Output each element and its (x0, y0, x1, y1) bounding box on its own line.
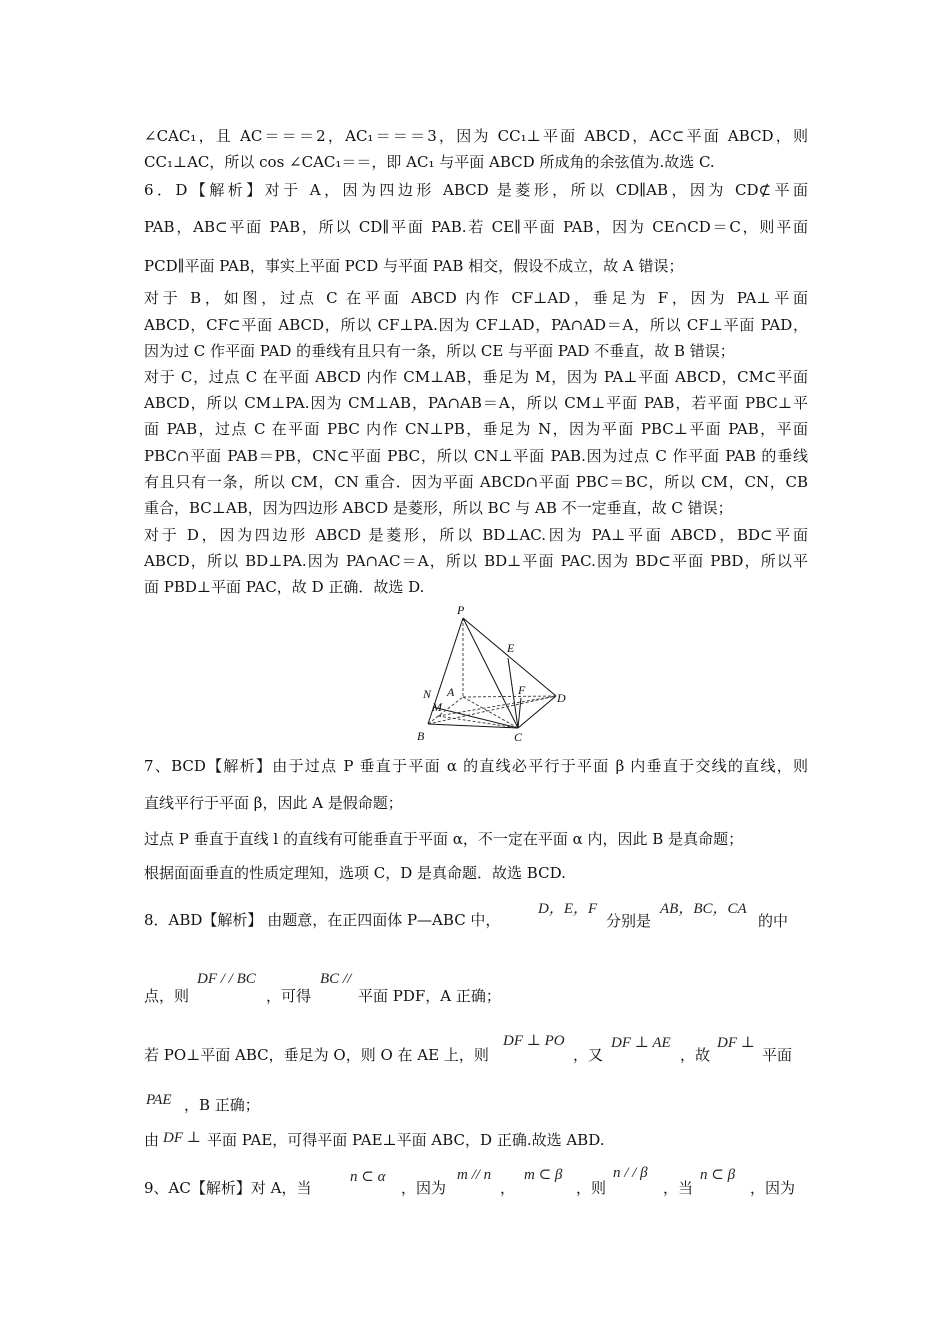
text-line: PBC∩平面 PAB＝PB，CN⊂平面 PBC，所以 CN⊥平面 PAB.因为过点 C 作平面 PAB 的垂线 (144, 447, 808, 465)
text-line: ABCD，所以 CM⊥PA.因为 CM⊥AB，PA∩AB＝A，所以 CM⊥平面 PAB，若平面 PBC⊥平 (144, 394, 808, 412)
text-line: 根据面面垂直的性质定理知，选项 C，D 是真命题．故选 BCD. (144, 864, 566, 882)
text-line: 的中 (758, 912, 789, 930)
text-line: 点，则 (144, 987, 190, 1005)
text-line: CC₁⊥AC，所以 cos ∠CAC₁＝＝，即 AC₁ 与平面 ABCD 所成角的余弦值为.故选 C. (144, 153, 715, 171)
text-line: PAB，AB⊂平面 PAB，所以 CD∥平面 PAB.若 CE∥平面 PAB，因为 CE∩CD＝C，则平面 (144, 218, 808, 236)
text-line: 平面 PDF，A 正确； (358, 987, 501, 1005)
text-line: ，当 (663, 1179, 694, 1197)
text-line: 分别是 (606, 912, 652, 930)
formula: DF ⊥ (717, 1035, 755, 1051)
pyramid-figure (408, 598, 578, 748)
text-line: ABCD，所以 BD⊥PA.因为 PA∩AC＝A，所以 BD⊥平面 PAC.因为 BD⊂平面 PBD，所以平 (144, 552, 808, 570)
text-line: ，可得 (266, 987, 312, 1005)
formula: DF ⊥ AE (611, 1035, 671, 1051)
text-line: 对于 D，因为四边形 ABCD 是菱形，所以 BD⊥AC.因为 PA⊥平面 ABCD，BD⊂平面 (144, 526, 808, 544)
formula: AB，BC，CA (660, 901, 747, 917)
text-line: 若 PO⊥平面 ABC，垂足为 O，则 O 在 AE 上，则 (144, 1046, 489, 1064)
formula: n / / β (613, 1165, 648, 1181)
text-line: 面 PAB，过点 C 在平面 PBC 内作 CN⊥PB，垂足为 N，因为平面 PBC⊥平面 PAB，平面 (144, 420, 808, 438)
label-M: M (432, 700, 442, 714)
formula: D，E，F (538, 901, 598, 917)
formula: BC // (320, 971, 352, 987)
formula: DF ⊥ (163, 1130, 201, 1146)
label-E: E (507, 641, 515, 655)
formula: n ⊂ α (350, 1169, 386, 1185)
text-line: 8．ABD【解析】 由题意，在正四面体 P—ABC 中， (144, 911, 501, 929)
label-C: C (514, 730, 523, 744)
label-B: B (417, 729, 425, 743)
text-line: PCD∥平面 PAB，事实上平面 PCD 与平面 PAB 相交，假设不成立，故 A 错误； (144, 257, 684, 275)
text-line: 因为过 C 作平面 PAD 的垂线有且只有一条，所以 CE 与平面 PAD 不垂直，故 B 错误； (144, 342, 735, 360)
text-line: ，因为 (750, 1179, 796, 1197)
label-A: A (447, 685, 455, 699)
formula: PAE (146, 1092, 172, 1108)
text-line: ∠CAC₁，且 AC＝＝＝2，AC₁＝＝＝3，因为 CC₁⊥平面 ABCD，AC⊂平面 ABCD，则 (144, 127, 808, 145)
text-line: 6．D【解析】对于 A，因为四边形 ABCD 是菱形，所以 CD∥AB，因为 CD⊄平面 (144, 181, 808, 199)
label-D: D (557, 691, 566, 705)
label-F: F (518, 683, 526, 697)
text-line: ，因为 (401, 1179, 447, 1197)
text-line: 重合，BC⊥AB，因为四边形 ABCD 是菱形，所以 BC 与 AB 不一定垂直，故 C 错误； (144, 499, 733, 517)
text-line: 面 PBD⊥平面 PAC，故 D 正确．故选 D. (144, 578, 425, 596)
text-line: ，故 (680, 1046, 711, 1064)
text-line: ，又 (573, 1046, 604, 1064)
text-line: 有且只有一条，所以 CM，CN 重合．因为平面 ABCD∩平面 PBC＝BC，所以 CM，CN，CB (144, 473, 808, 491)
text-line: 由 (144, 1131, 160, 1149)
formula: DF ⊥ PO (503, 1033, 565, 1049)
label-P: P (457, 603, 465, 617)
text-line: 7、BCD【解析】由于过点 P 垂直于平面 α 的直线必平行于平面 β 内垂直于交线的直线，则 (144, 757, 808, 775)
formula: n ⊂ β (700, 1167, 736, 1183)
text-line: 平面 (762, 1046, 793, 1064)
label-N: N (423, 687, 432, 701)
text-line: 直线平行于平面 β，因此 A 是假命题； (144, 794, 403, 812)
text-line: ABCD，CF⊂平面 ABCD，所以 CF⊥PA.因为 CF⊥AD，PA∩AD＝A，所以 CF⊥平面 PAD， (144, 316, 808, 334)
formula: DF / / BC (197, 971, 256, 987)
text-line: ，则 (576, 1179, 607, 1197)
formula: m ⊂ β (524, 1167, 563, 1183)
text-line: ，B 正确； (184, 1096, 260, 1114)
text-line: 对于 C，过点 C 在平面 ABCD 内作 CM⊥AB，垂足为 M，因为 PA⊥平面 ABCD，CM⊂平面 (144, 368, 808, 386)
formula: m // n (457, 1167, 492, 1183)
text-line: 过点 P 垂直于直线 l 的直线有可能垂直于平面 α，不一定在平面 α 内，因此 B 是真命题； (144, 830, 744, 848)
text-line: 平面 PAE，可得平面 PAE⊥平面 ABC，D 正确.故选 ABD. (207, 1131, 605, 1149)
text-line: 对于 B，如图，过点 C 在平面 ABCD 内作 CF⊥AD，垂足为 F，因为 PA⊥平面 (144, 289, 808, 307)
text-line: 9、AC【解析】对 A，当 (144, 1179, 312, 1197)
text-line: ， (500, 1179, 516, 1197)
